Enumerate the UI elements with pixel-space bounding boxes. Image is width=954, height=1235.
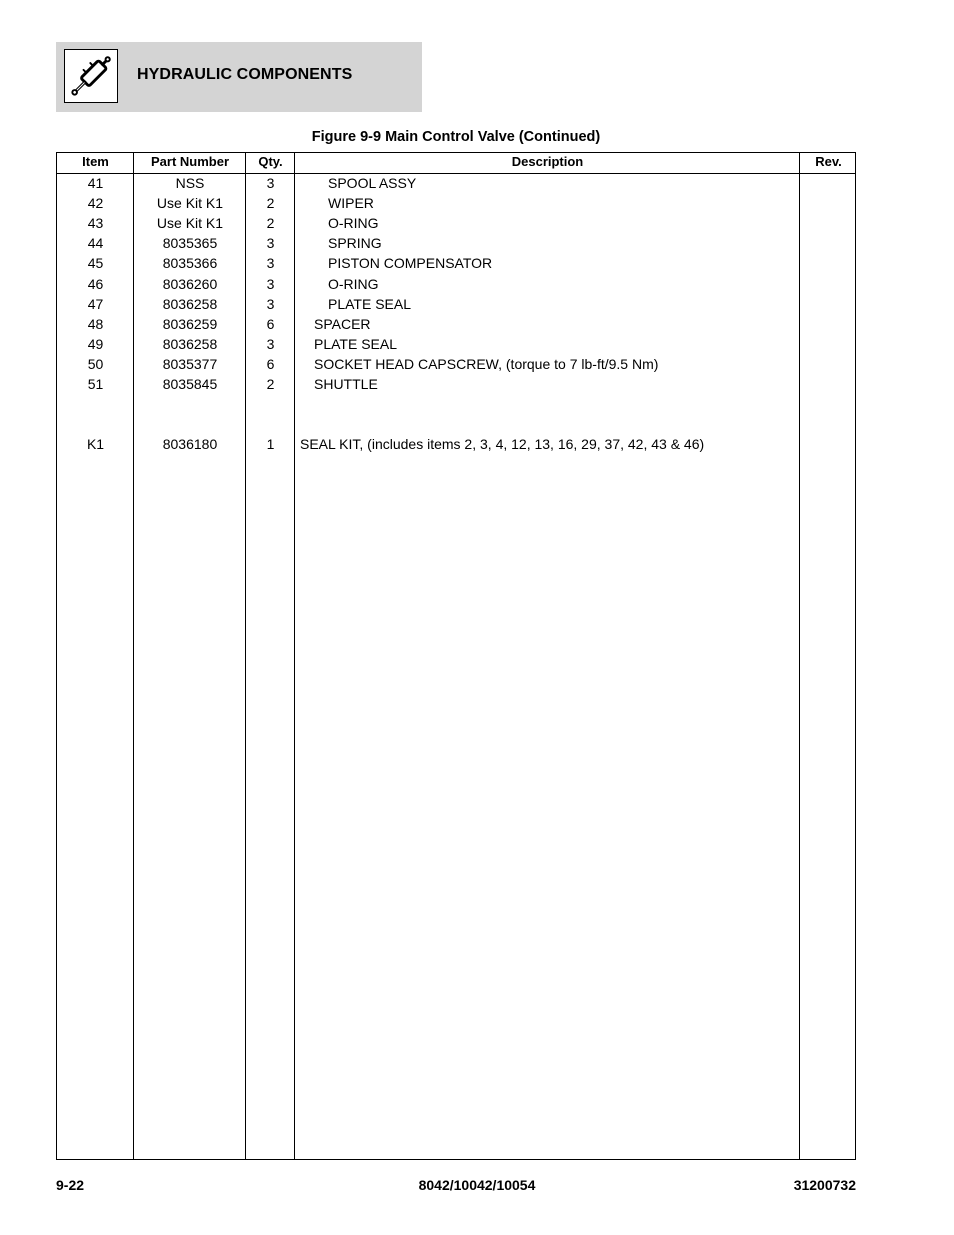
part-number-cell: 8035365 <box>162 235 218 252</box>
qty-cell: 3 <box>266 235 275 252</box>
qty-cell: 3 <box>266 175 275 191</box>
qty-cell: 6 <box>266 315 275 332</box>
figure-title: Figure 9-9 Main Control Valve (Continued) <box>311 129 601 145</box>
description-cell: PLATE SEAL <box>328 295 412 312</box>
table-row <box>57 394 855 414</box>
qty-cell: 2 <box>266 215 275 232</box>
item-cell <box>57 414 134 434</box>
item-cell: 50 <box>87 355 104 372</box>
table-row <box>57 213 855 233</box>
description-cell: PISTON COMPENSATOR <box>328 255 493 272</box>
description-cell <box>295 414 805 434</box>
part-number-cell: 8036258 <box>162 335 218 352</box>
rev-cell <box>800 394 857 414</box>
item-cell: 45 <box>87 255 104 272</box>
column-header-part-number: Part Number <box>150 154 230 169</box>
table-row <box>57 354 855 374</box>
qty-cell: 2 <box>266 376 275 392</box>
part-number-cell: 8035845 <box>162 376 218 392</box>
qty-cell: 2 <box>266 195 275 212</box>
rev-cell <box>800 173 857 193</box>
table-row <box>57 173 855 193</box>
table-row <box>57 334 855 354</box>
part-number-cell: 8036258 <box>162 295 218 312</box>
parts-table <box>56 152 856 1160</box>
description-cell: SOCKET HEAD CAPSCREW, (torque to 7 lb-ft/9.5 Nm) <box>314 355 659 372</box>
rev-cell <box>800 374 857 394</box>
qty-cell <box>246 394 295 414</box>
column-header-qty: Qty. <box>258 154 283 169</box>
description-cell: O-RING <box>328 215 379 232</box>
table-row <box>57 193 855 213</box>
column-header-item: Item <box>82 154 109 169</box>
rev-cell <box>800 274 857 294</box>
description-cell: PLATE SEAL <box>314 335 398 352</box>
table-row <box>57 274 855 294</box>
qty-cell: 3 <box>266 275 275 292</box>
table-row <box>57 314 855 334</box>
rev-cell <box>800 193 857 213</box>
part-number-cell: 8036259 <box>162 315 218 332</box>
rev-cell <box>800 354 857 374</box>
table-row <box>57 294 855 314</box>
part-number-cell: 8035366 <box>162 255 218 272</box>
rev-cell <box>800 294 857 314</box>
rev-cell <box>800 334 857 354</box>
rev-cell <box>800 233 857 253</box>
part-number-cell: Use Kit K1 <box>156 195 224 212</box>
qty-cell <box>246 414 295 434</box>
part-number-cell: 8035377 <box>162 355 218 372</box>
section-header <box>56 42 422 112</box>
part-number-cell: NSS <box>175 175 205 191</box>
table-row <box>57 374 855 394</box>
table-row <box>57 434 855 454</box>
hydraulic-cylinder-icon <box>64 49 118 103</box>
model-numbers: 8042/10042/10054 <box>418 1177 536 1193</box>
item-cell: 49 <box>87 335 104 352</box>
qty-cell: 3 <box>266 255 275 272</box>
description-cell: SEAL KIT, (includes items 2, 3, 4, 12, 13, 16, 29, 37, 42, 43 & 46) <box>300 436 705 453</box>
description-cell: SHUTTLE <box>314 376 378 392</box>
page-number: 9-22 <box>56 1177 85 1193</box>
part-number-cell <box>134 414 246 434</box>
part-number-cell: 8036260 <box>162 275 218 292</box>
description-cell: SPRING <box>328 235 382 252</box>
column-header-rev: Rev. <box>815 154 842 169</box>
rev-cell <box>800 314 857 334</box>
item-cell: K1 <box>86 436 105 453</box>
table-row <box>57 233 855 253</box>
column-header-description: Description <box>511 154 584 169</box>
qty-cell: 3 <box>266 295 275 312</box>
part-number-cell: Use Kit K1 <box>156 215 224 232</box>
qty-cell: 6 <box>266 355 275 372</box>
description-cell: WIPER <box>328 195 374 212</box>
part-number-cell <box>134 394 246 414</box>
item-cell: 41 <box>87 175 104 191</box>
rev-cell <box>800 414 857 434</box>
description-cell: SPACER <box>314 315 371 332</box>
document-number: 31200732 <box>793 1177 856 1193</box>
section-title: HYDRAULIC COMPONENTS <box>137 66 353 83</box>
item-cell: 47 <box>87 295 104 312</box>
item-cell: 51 <box>87 376 104 392</box>
qty-cell: 3 <box>266 335 275 352</box>
rev-cell <box>800 213 857 233</box>
item-cell: 48 <box>87 315 104 332</box>
rev-cell <box>800 253 857 273</box>
description-cell: O-RING <box>328 275 379 292</box>
table-row <box>57 253 855 273</box>
description-cell: SPOOL ASSY <box>328 175 417 191</box>
item-cell: 44 <box>87 235 104 252</box>
item-cell: 42 <box>87 195 104 212</box>
item-cell: 43 <box>87 215 104 232</box>
item-cell <box>57 394 134 414</box>
rev-cell <box>800 434 857 454</box>
item-cell: 46 <box>87 275 104 292</box>
part-number-cell: 8036180 <box>162 436 218 453</box>
qty-cell: 1 <box>266 436 275 453</box>
description-cell <box>295 394 805 414</box>
table-row <box>57 414 855 434</box>
